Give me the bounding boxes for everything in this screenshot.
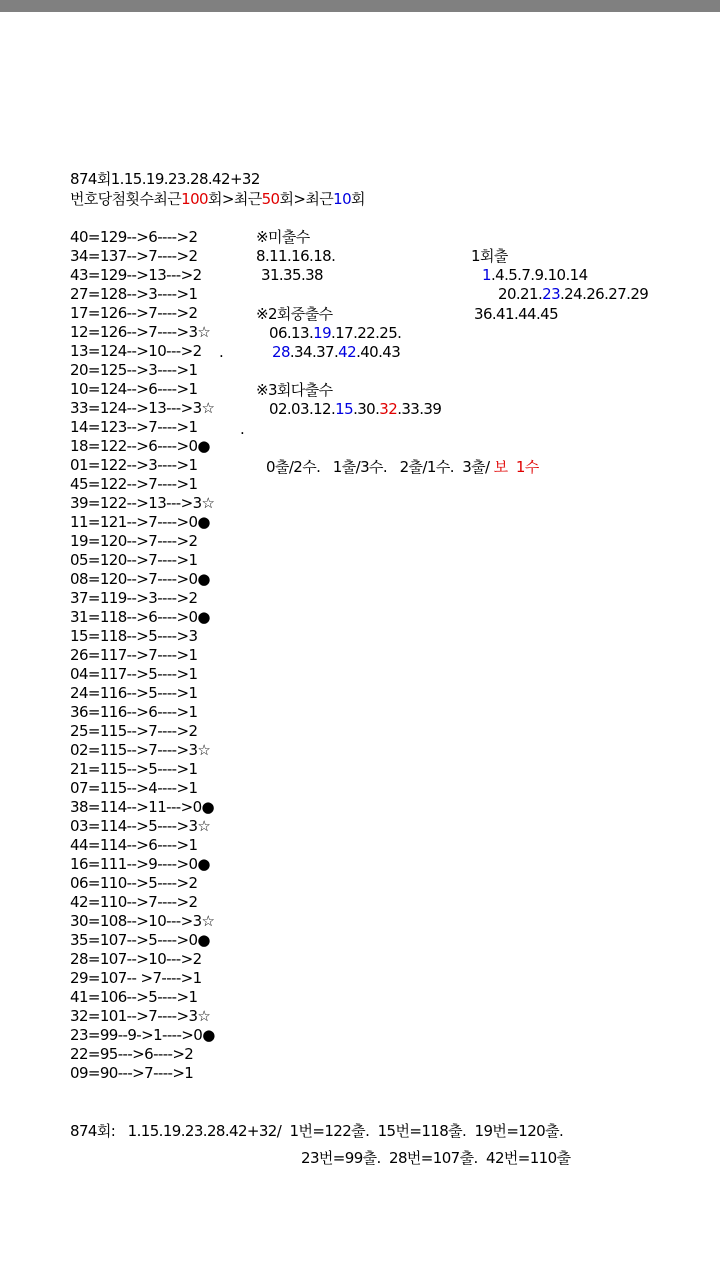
list-item: 39=122-->13--->3☆ [70, 494, 215, 512]
not-drawn-title: ※미출수 [256, 228, 310, 246]
list-item: 25=115-->7---->2 [70, 722, 198, 740]
once-drawn-title: 1회출 [471, 247, 508, 265]
list-item: 33=124-->13--->3☆ [70, 399, 215, 417]
list-item: 41=106-->5---->1 [70, 988, 198, 1006]
list-item: 03=114-->5---->3☆ [70, 817, 211, 835]
list-item: 45=122-->7---->1 [70, 475, 198, 493]
list-item: 06=110-->5---->2 [70, 874, 198, 892]
list-item: 14=123-->7---->1 [70, 418, 198, 436]
dot-mark: . [219, 343, 224, 361]
list-item: 15=118-->5---->3 [70, 627, 198, 645]
once-drawn-line-1: 1.4.5.7.9.10.14 [482, 266, 588, 284]
list-item: 16=111-->9---->0● [70, 855, 210, 873]
twice-drawn-line-2: 28.34.37.42.40.43 [272, 343, 401, 361]
list-item: 12=126-->7---->3☆ [70, 323, 211, 341]
thrice-drawn-title: ※3회다출수 [256, 381, 333, 399]
list-item: 02=115-->7---->3☆ [70, 741, 211, 759]
status-bar [0, 0, 720, 12]
list-item: 21=115-->5---->1 [70, 760, 198, 778]
list-item: 08=120-->7---->0● [70, 570, 210, 588]
dot-mark: . [240, 420, 245, 438]
list-item: 27=128-->3---->1 [70, 285, 198, 303]
list-item: 17=126-->7---->2 [70, 304, 198, 322]
list-item: 32=101-->7---->3☆ [70, 1007, 211, 1025]
not-drawn-line-2: 31.35.38 [261, 266, 323, 284]
list-item: 26=117-->7---->1 [70, 646, 198, 664]
number-frequency-list [70, 228, 215, 1083]
list-item: 18=122-->6---->0● [70, 437, 210, 455]
list-item: 05=120-->7---->1 [70, 551, 198, 569]
list-item: 44=114-->6---->1 [70, 836, 198, 854]
list-item: 22=95--->6---->2 [70, 1045, 194, 1063]
thrice-drawn-line-1: 02.03.12.15.30.32.33.39 [269, 400, 442, 418]
list-item: 19=120-->7---->2 [70, 532, 198, 550]
footer-line-2: 23번=99출. 28번=107출. 42번=110출 [301, 1149, 571, 1167]
subtitle: 번호당첨횟수최근100회>최근50회>최근10회 [70, 190, 365, 208]
once-drawn-line-3: 36.41.44.45 [474, 305, 559, 323]
list-item: 37=119-->3---->2 [70, 589, 198, 607]
list-item: 09=90--->7---->1 [70, 1064, 194, 1082]
list-item: 13=124-->10--->2 [70, 342, 202, 360]
list-item: 04=117-->5---->1 [70, 665, 198, 683]
list-item: 40=129-->6---->2 [70, 228, 198, 246]
list-item: 34=137-->7---->2 [70, 247, 198, 265]
draw-count-summary: 0출/2수. 1출/3수. 2출/1수. 3출/ 보 1수 [266, 458, 539, 476]
list-item: 35=107-->5---->0● [70, 931, 210, 949]
twice-drawn-title: ※2회중출수 [256, 305, 333, 323]
list-item: 42=110-->7---->2 [70, 893, 198, 911]
list-item: 10=124-->6---->1 [70, 380, 198, 398]
list-item: 28=107-->10--->2 [70, 950, 202, 968]
list-item: 20=125-->3---->1 [70, 361, 198, 379]
once-drawn-line-2: 20.21.23.24.26.27.29 [498, 285, 649, 303]
draw-result-title: 874회1.15.19.23.28.42+32 [70, 170, 260, 188]
list-item: 24=116-->5---->1 [70, 684, 198, 702]
list-item: 11=121-->7---->0● [70, 513, 210, 531]
list-item: 38=114-->11--->0● [70, 798, 215, 816]
list-item: 23=99--9->1---->0● [70, 1026, 215, 1044]
list-item: 36=116-->6---->1 [70, 703, 198, 721]
twice-drawn-line-1: 06.13.19.17.22.25. [269, 324, 402, 342]
list-item: 07=115-->4---->1 [70, 779, 198, 797]
list-item: 31=118-->6---->0● [70, 608, 210, 626]
list-item: 01=122-->3---->1 [70, 456, 198, 474]
list-item: 30=108-->10--->3☆ [70, 912, 215, 930]
footer-line-1: 874회: 1.15.19.23.28.42+32/ 1번=122출. 15번=118출. 19번=120출. [70, 1122, 564, 1140]
not-drawn-line-1: 8.11.16.18. [256, 247, 336, 265]
list-item: 43=129-->13--->2 [70, 266, 202, 284]
list-item: 29=107-- >7---->1 [70, 969, 202, 987]
